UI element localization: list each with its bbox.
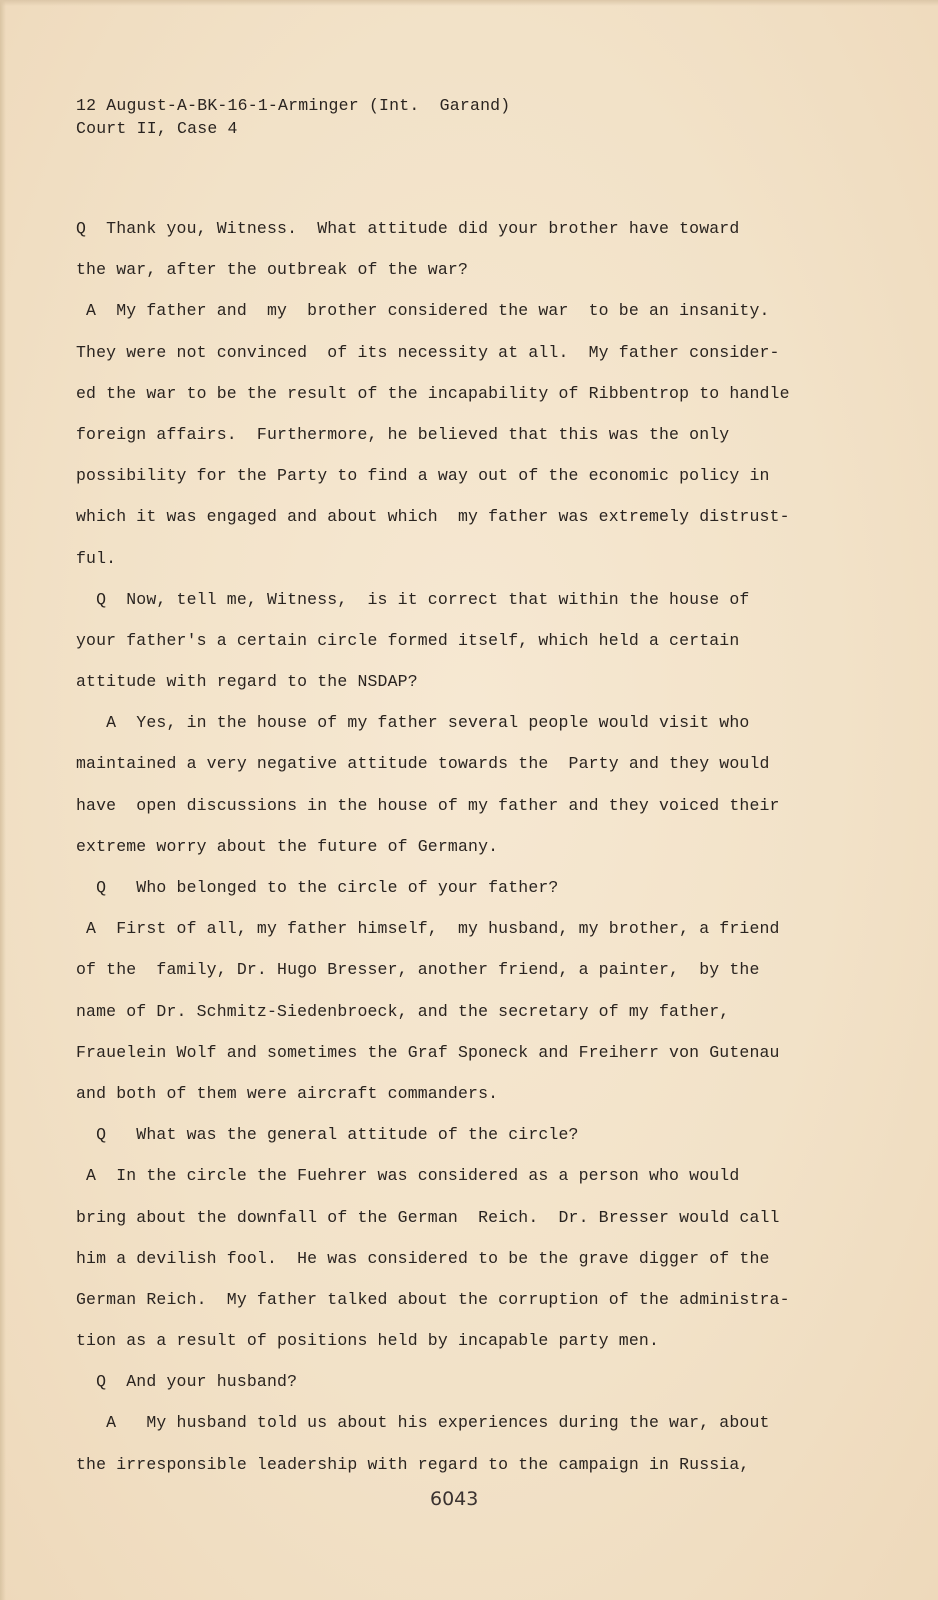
- text-line: tion as a result of positions held by incapable party men.: [76, 1331, 659, 1351]
- text-line: possibility for the Party to find a way out of the economic policy in: [76, 466, 770, 486]
- transcript-body: [76, 208, 816, 1485]
- text-line: bring about the downfall of the German Reich. Dr. Bresser would call: [76, 1207, 780, 1227]
- text-line: Q What was the general attitude of the circle?: [76, 1125, 579, 1145]
- text-line: A My husband told us about his experiences during the war, about: [76, 1413, 770, 1433]
- text-line: Frauelein Wolf and sometimes the Graf Sponeck and Freiherr von Gutenau: [76, 1042, 780, 1062]
- paper-edge-top: [0, 0, 938, 6]
- text-line: the war, after the outbreak of the war?: [76, 260, 469, 280]
- text-line: German Reich. My father talked about the corruption of the administra-: [76, 1289, 790, 1309]
- text-line: your father's a certain circle formed itself, which held a certain: [76, 630, 740, 650]
- text-line: name of Dr. Schmitz-Siedenbroeck, and the secretary of my father,: [76, 1001, 730, 1021]
- document-header: [76, 94, 510, 140]
- text-line: and both of them were aircraft commanders.: [76, 1083, 499, 1103]
- page-number: 6043: [430, 1488, 479, 1510]
- text-line: Q Now, tell me, Witness, is it correct that within the house of: [76, 589, 750, 609]
- text-line: A First of all, my father himself, my husband, my brother, a friend: [76, 919, 780, 939]
- text-line: the irresponsible leadership with regard to the campaign in Russia,: [76, 1454, 750, 1474]
- text-line: of the family, Dr. Hugo Bresser, another friend, a painter, by the: [76, 960, 760, 980]
- header-line-1: 12 August-A-BK-16-1-Arminger (Int. Garand): [76, 96, 511, 115]
- text-line: extreme worry about the future of Germany.: [76, 836, 499, 856]
- text-line: They were not convinced of its necessity at all. My father consider-: [76, 342, 780, 362]
- text-line: foreign affairs. Furthermore, he believed that this was the only: [76, 424, 730, 444]
- text-line: Q And your husband?: [76, 1372, 298, 1392]
- text-line: have open discussions in the house of my father and they voiced their: [76, 795, 780, 815]
- text-line: ful.: [76, 548, 117, 568]
- text-line: Q Who belonged to the circle of your father?: [76, 878, 559, 897]
- text-line: which it was engaged and about which my father was extremely distrust-: [76, 507, 790, 527]
- text-line: him a devilish fool. He was considered to be the grave digger of the: [76, 1248, 770, 1268]
- text-line: A Yes, in the house of my father several people would visit who: [76, 713, 750, 733]
- text-line: A My father and my brother considered the war to be an insanity.: [76, 301, 770, 321]
- text-line: Q Thank you, Witness. What attitude did your brother have toward: [76, 219, 740, 238]
- header-line-2: Court II, Case 4: [76, 119, 238, 138]
- text-line: ed the war to be the result of the incapability of Ribbentrop to handle: [76, 383, 790, 403]
- text-line: attitude with regard to the NSDAP?: [76, 672, 418, 692]
- text-line: maintained a very negative attitude towards the Party and they would: [76, 754, 770, 774]
- paper-edge-left: [0, 0, 6, 1600]
- text-line: A In the circle the Fuehrer was considered as a person who would: [76, 1166, 740, 1186]
